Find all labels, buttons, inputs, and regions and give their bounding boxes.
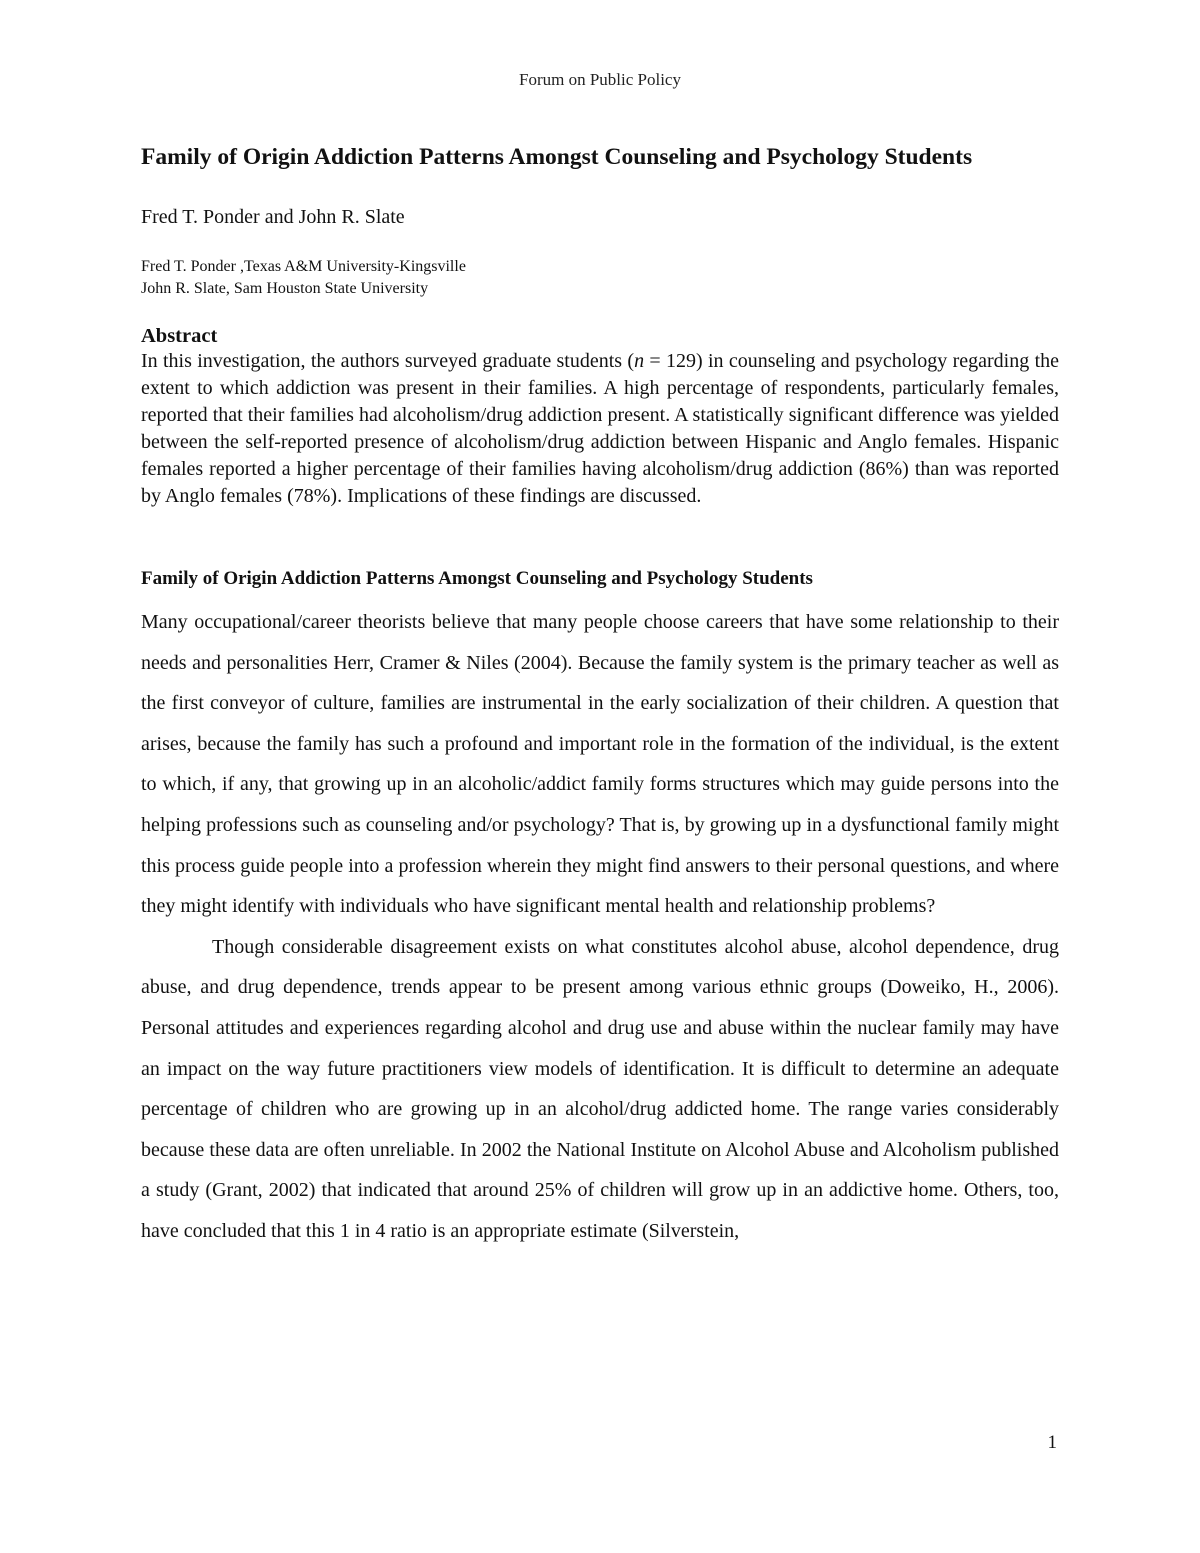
sample-size-symbol: n	[634, 350, 645, 372]
section-heading: Family of Origin Addiction Patterns Amongst Counseling and Psychology Students	[141, 568, 813, 589]
body-paragraph-1: Many occupational/career theorists believe that many people choose careers that have some relationship to their needs and personalities Herr, Cramer & Niles (2004). Because the family system is the primary teacher as well as the first conveyor of culture, families are instrumental in the early socialization of their children. A question that arises, because the family has such a profound and important role in the formation of the individual, is the extent to which, if any, that growing up in an alcoholic/addict family forms structures which may guide persons into the helping professions such as counseling and/or psychology? That is, by growing up in a dysfunctional family might this process guide people into a profession wherein they might find answers to their personal questions, and where they might identify with individuals who have significant mental health and relationship problems?	[141, 611, 1059, 918]
author-line: Fred T. Ponder and John R. Slate	[141, 206, 405, 228]
affiliations	[141, 256, 1059, 300]
body-text	[141, 602, 1059, 1252]
abstract-text	[141, 348, 1059, 510]
abstract-heading: Abstract	[141, 325, 218, 347]
page-number: 1	[1047, 1432, 1057, 1453]
paper-title: Family of Origin Addiction Patterns Amongst Counseling and Psychology Students	[141, 144, 973, 170]
abstract-text-part-2: = 129) in counseling and psychology regarding the extent to which addiction was present in their families. A high percentage of respondents, particularly females, reported that their families had alcoholism/drug addiction present. A statistically significant difference was yielded between the self-reported presence of alcoholism/drug addiction between Hispanic and Anglo females. Hispanic females reported a higher percentage of their families having alcoholism/drug addiction (86%) than was reported by Anglo females (78%). Implications of these findings are discussed.	[141, 350, 1059, 507]
affiliation-2: John R. Slate, Sam Houston State University	[141, 280, 429, 297]
affiliation-1: Fred T. Ponder ,Texas A&M University-Kingsville	[141, 258, 466, 275]
body-paragraph-2: Though considerable disagreement exists on what constitutes alcohol abuse, alcohol dependence, drug abuse, and drug dependence, trends appear to be present among various ethnic groups (Doweiko, H., 2006). Personal attitudes and experiences regarding alcohol and drug use and abuse within the nuclear family may have an impact on the way future practitioners view models of identification. It is difficult to determine an adequate percentage of children who are growing up in an alcohol/drug addicted home. The range varies considerably because these data are often unreliable. In 2002 the National Institute on Alcohol Abuse and Alcoholism published a study (Grant, 2002) that indicated that around 25% of children will grow up in an addictive home. Others, too, have concluded that this 1 in 4 ratio is an appropriate estimate (Silverstein,	[141, 935, 1059, 1242]
abstract-text-part-1: In this investigation, the authors surveyed graduate students (	[141, 350, 635, 372]
running-header: Forum on Public Policy	[519, 70, 681, 89]
